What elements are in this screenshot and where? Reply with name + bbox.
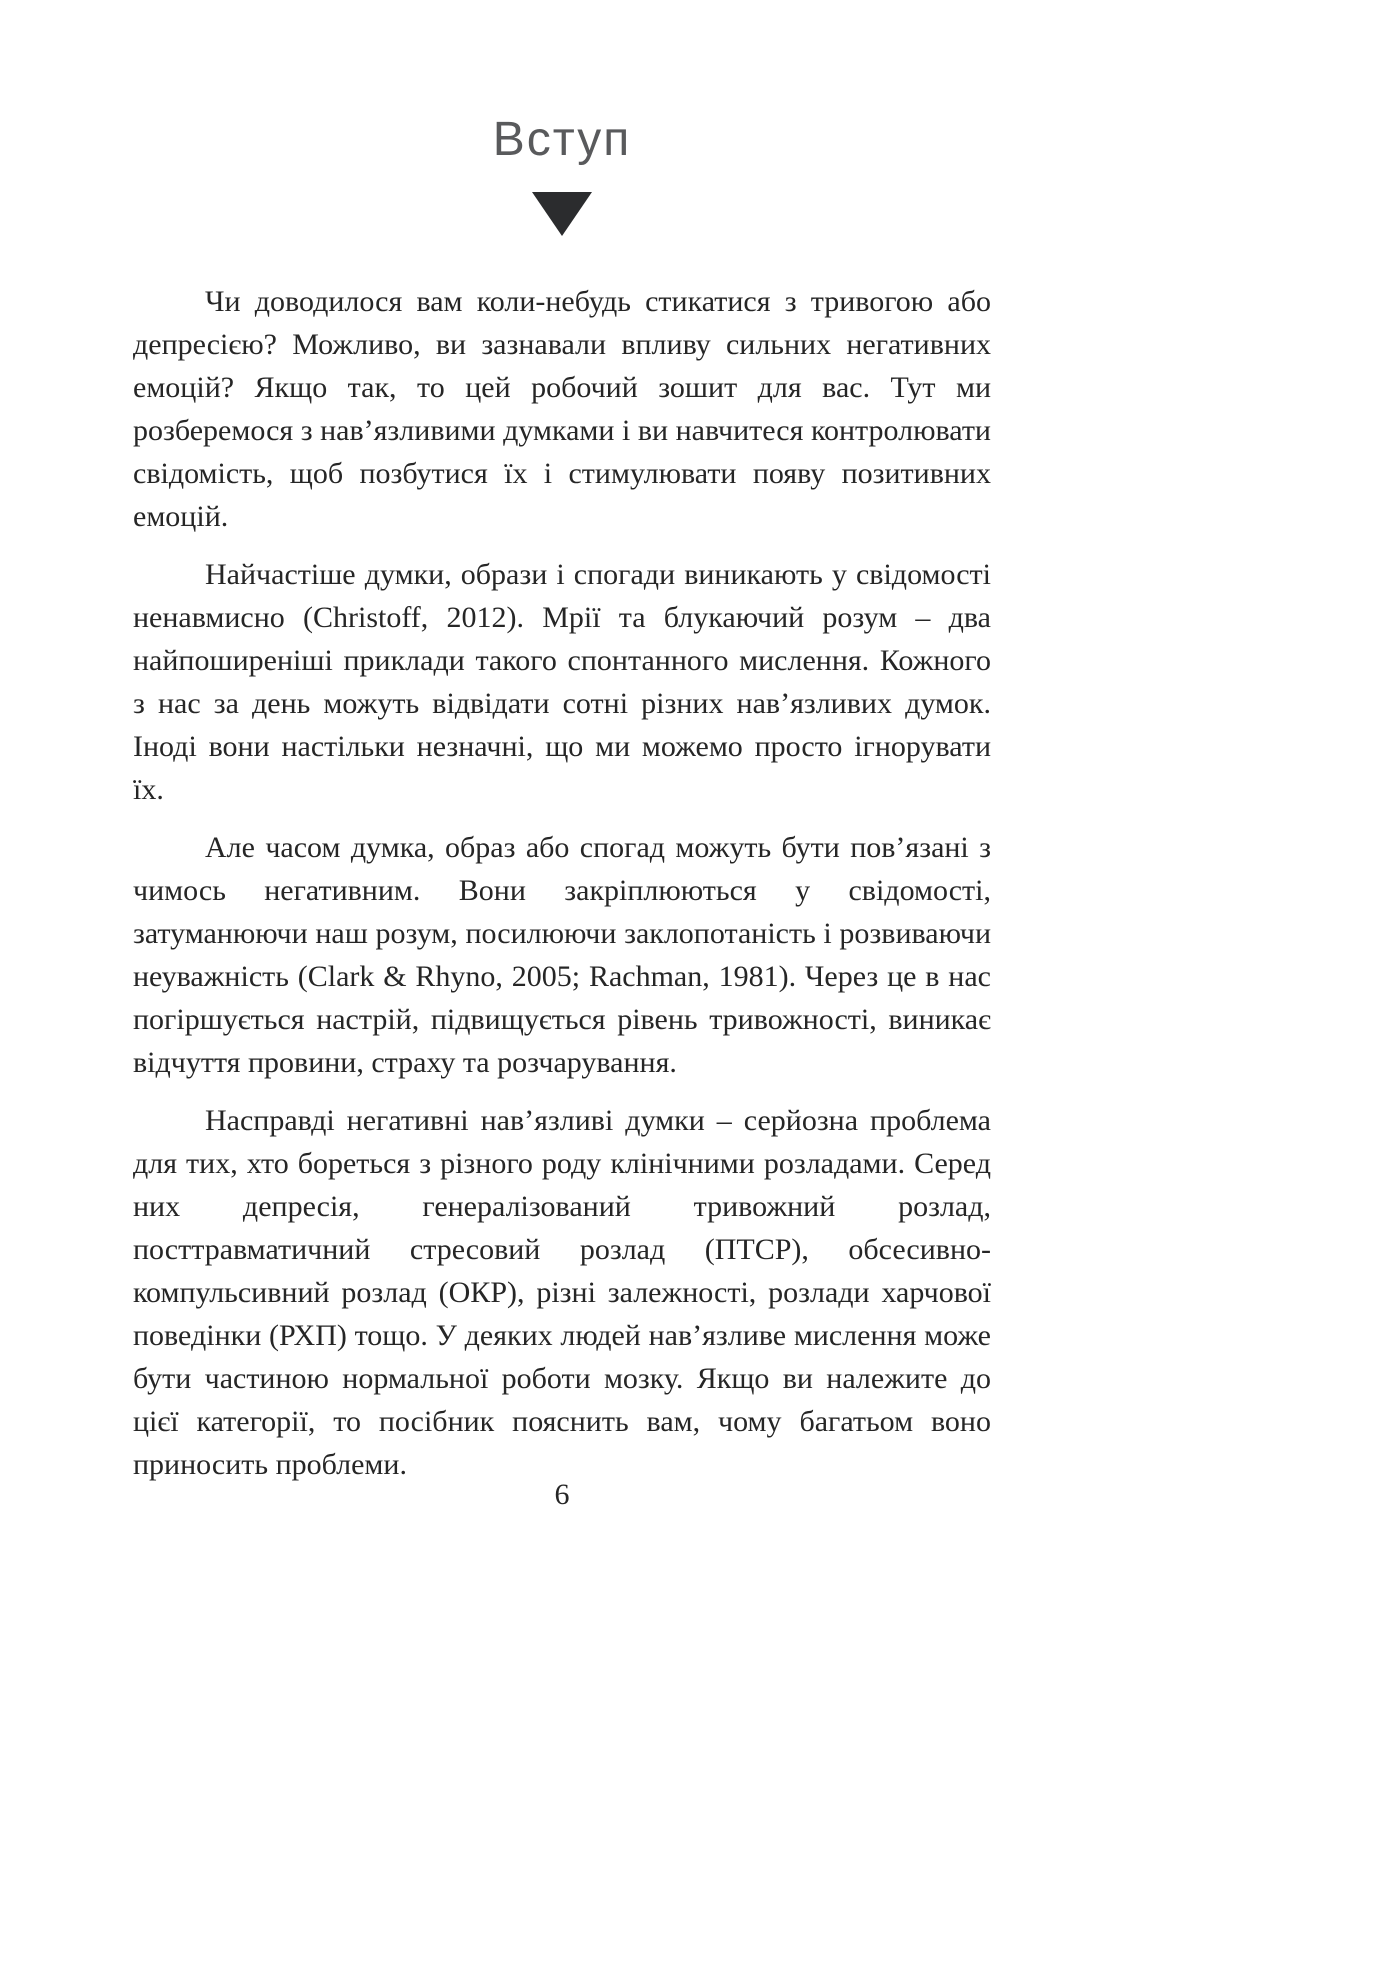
paragraph: Але часом думка, образ або спогад можуть бути пов’язані з чимось негативним. Вони закріплюються у свідомості, затуманюючи наш розум, посилюючи заклопотаність і розвиваючи неуважність (Clark & Rhyno, 2005; Rachman, 1981). Через це в нас погіршується настрій, підвищується рівень тривожності, виникає відчуття провини, страху та розчарування. [133, 831, 991, 1079]
paragraph: Чи доводилося вам коли-небудь стикатися з тривогою або депресією? Можливо, ви зазнавали впливу сильних негативних емоцій? Якщо так, то цей робочий зошит для вас. Тут ми розберемося з нав’язливими думками і ви навчитеся контролювати свідомість, щоб позбутися їх і стимулювати появу позитивних емоцій. [133, 285, 991, 533]
paragraph: Насправді негативні нав’язливі думки – серйозна проблема для тих, хто бореться з різного роду клінічними розладами. Серед них депресія, генералізований тривожний розлад, посттравматичний стресовий розлад (ПТСР), обсесивно-компульсивний розлад (ОКР), різні залежності, розлади харчової поведінки (РХП) тощо. У деяких людей нав’язливе мислення може бути частиною нормальної роботи мозку. Якщо ви належите до цієї категорії, то посібник пояснить вам, чому багатьом воно приносить проблеми. [133, 1104, 991, 1481]
triangle-down-icon [532, 192, 592, 236]
page-number: 6 [554, 1478, 570, 1511]
page-content [133, 112, 991, 1501]
page-title: Вступ [492, 113, 632, 166]
body-text [133, 280, 991, 1486]
paragraph: Найчастіше думки, образи і спогади виникають у свідомості ненавмисно (Christoff, 2012). Мрії та блукаючий розум – два найпоширеніші приклади такого спонтанного мислення. Кожного з нас за день можуть відвідати сотні різних нав’язливих думок. Іноді вони настільки незначні, що ми можемо просто ігнорувати їх. [133, 558, 991, 806]
